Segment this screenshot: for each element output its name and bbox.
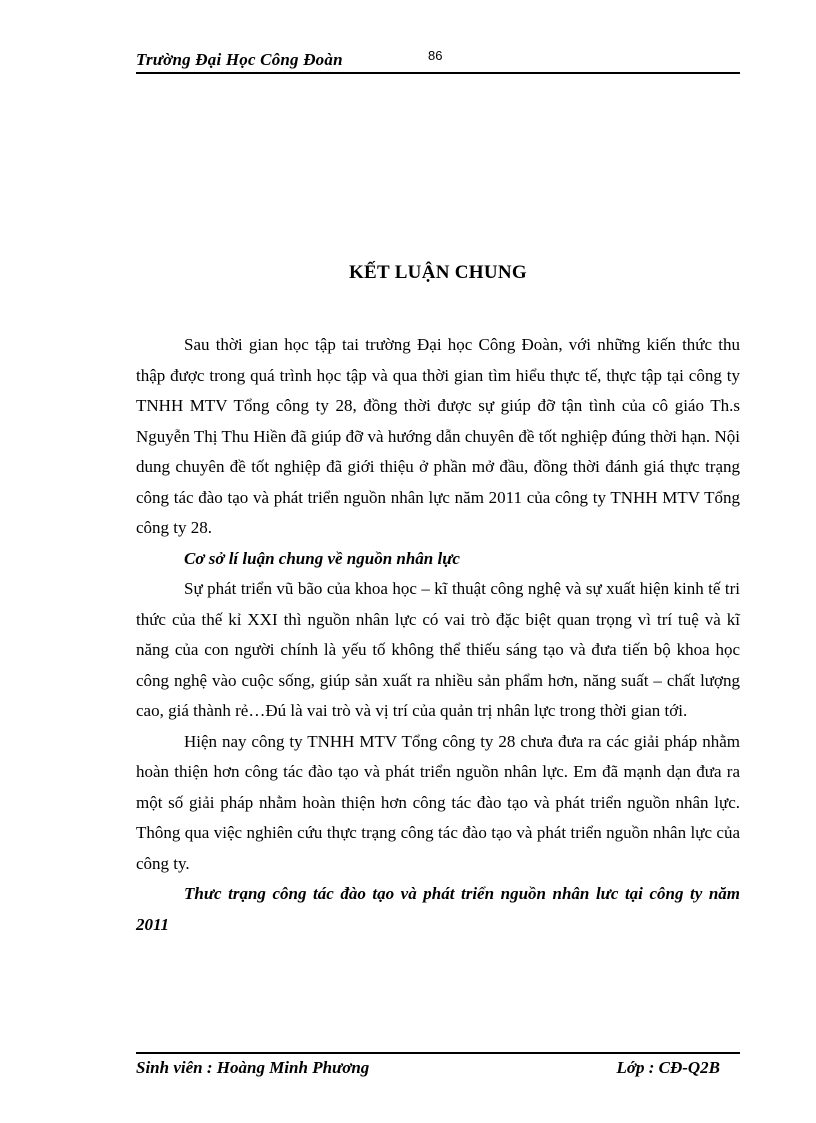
section-heading-status: Thưc trạng công tác đào tạo và phát triển nguồn nhân lưc tại công ty năm 2011 [136, 884, 740, 934]
class-code: Lớp : CĐ-Q2B [616, 1058, 720, 1077]
student-name: Sinh viên : Hoàng Minh Phương [136, 1058, 370, 1077]
paragraph-theory: Sự phát triển vũ bão của khoa học – kĩ thuật công nghệ và sự xuất hiện kinh tế tri thức của thế kỉ XXI thì nguồn nhân lực có vai trò đặc biệt quan trọng vì trí tuệ và kĩ năng của con người chính là yếu tố không thể thiếu sáng tạo và đưa tiến bộ khoa học công nghệ vào cuộc sống, giúp sản xuất ra nhiều sản phẩm hơn, năng suất – chất lượng cao, giá thành rẻ…Đú là vai trò và vị trí của quản trị nhân lực trong thời gian tới. [136, 579, 740, 720]
page-header [136, 48, 740, 74]
school-name: Trường Đại Học Công Đoàn [136, 50, 343, 69]
paragraph-solutions: Hiện nay công ty TNHH MTV Tổng công ty 28 chưa đưa ra các giải pháp nhằm hoàn thiện hơn công tác đào tạo và phát triển nguồn nhân lực. Em đã mạnh dạn đưa ra một số giải pháp nhằm hoàn thiện hơn công tác đào tạo và phát triển nguồn nhân lực. Thông qua việc nghiên cứu thực trạng công tác đào tạo và phát triển nguồn nhân lực của công ty. [136, 731, 740, 873]
page-title: KẾT LUẬN CHUNG [348, 262, 528, 283]
section-heading-theory: Cơ sở lí luận chung về nguồn nhân lực [184, 548, 460, 568]
page-number: 86 [428, 48, 443, 63]
paragraph-intro: Sau thời gian học tập tai trường Đại học Công Đoàn, với những kiến thức thu thập được trong quá trình học tập và qua thời gian tìm hiểu thực tế, thực tập tại công ty TNHH MTV Tổng công ty 28, đồng thời được sự giúp đỡ tận tình của cô giáo Th.s Nguyễn Thị Thu Hiền đã giúp đỡ và hướng dẫn chuyên đề tốt nghiệp đúng thời hạn. Nội dung chuyên đề tốt nghiệp đã giới thiệu ở phần mở đầu, đồng thời đánh giá thực trạng công tác đào tạo và phát triển nguồn nhân lực năm 2011 của công ty TNHH MTV Tổng công ty 28. [136, 335, 740, 537]
document-body [136, 330, 740, 940]
page-footer [136, 1052, 740, 1082]
